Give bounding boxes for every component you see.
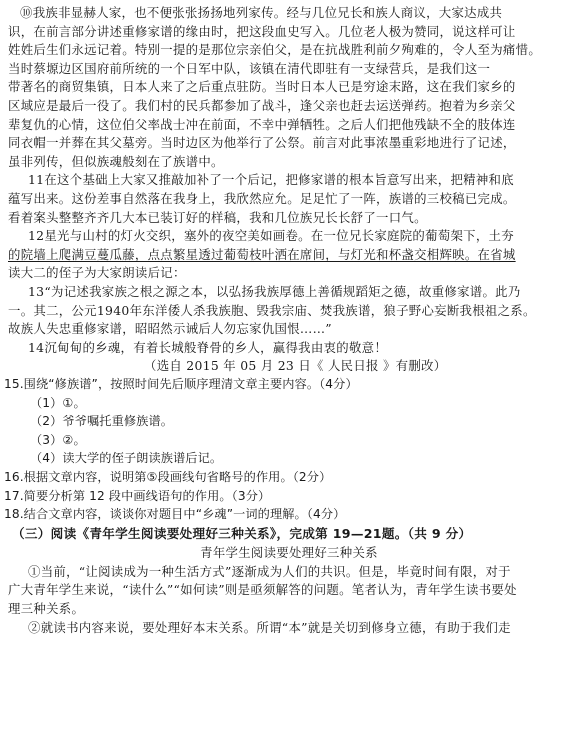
question-15-item-1: （1）①。 <box>30 395 86 410</box>
source-note: （选自 2015 年 05 月 23 日《 人民日报 》有删改） <box>144 358 447 374</box>
paragraph-11-line-2: 蕴写出来。这份差事自然落在我身上，我欣然应允。足足忙了一阵，族谱的三校稿已完成。 <box>8 191 516 206</box>
question-15-item-2: （2）爷爷嘱托重修族谱。 <box>30 414 174 429</box>
article-title: 青年学生阅读要处理好三种关系 <box>200 545 378 561</box>
paragraph-12-line-1: 12星光与山村的灯火交织，塞外的夜空美如画卷。在一位兄长家庭院的葡萄架下，土夯 <box>28 228 514 244</box>
article-paragraph-1-line-1: ①当前，“让阅读成为一种生活方式”逐渐成为人们的共识。但是，毕竟时间有限，对于 <box>28 563 511 579</box>
paragraph-10-line-1: ⑩我族非显赫人家，也不便张张扬扬地列家传。经与几位兄长和族人商议，大家达成共 <box>20 5 503 20</box>
paragraph-11-line-1: 11在这个基础上大家又推敲加补了一个后记，把修家谱的根本旨意写出来，把精神和底 <box>28 172 514 188</box>
paragraph-10-line-9: 虽非列传，但似族魂般刻在了族谱中。 <box>8 153 224 169</box>
section-three-heading: （三）阅读《青年学生阅读要处理好三种关系》，完成第 19—21题。（共 9 分） <box>12 526 472 542</box>
paragraph-10-line-5: 带著名的商贸集镇，日本人来了之后重点驻防。当时日本人已是穷途末路，这在我们家乡的 <box>8 79 516 95</box>
paragraph-12-underlined-line: 的院墙上爬满豆蔓瓜藤，点点繁星透过葡萄枝叶洒在席间，与灯光和杯盏交相辉映。在省城 <box>8 246 516 262</box>
paragraph-10-line-7: 辈复仇的心情，这位伯父率战士冲在前面，不幸中弹牺牲。之后人们把他残缺不全的肢体连 <box>8 116 516 132</box>
paragraph-10-line-2: 识，在前言部分讲述重修家谱的缘由时，把这段血史写入。几位老人极为赞同，说这样可让 <box>8 23 516 39</box>
question-18: 18.结合文章内容，谈谈你对题目中“乡魂”一词的理解。（4分） <box>4 507 346 522</box>
paragraph-13-line-3: 故族人失忠重修家谱，昭昭然示诫后人勿忘家仇国恨……” <box>8 321 332 337</box>
paragraph-10-line-3: 姓姓后生们永远记着。特别一提的是那位宗亲伯父，是在抗战胜利前夕殉难的，令人至为痛惜。 <box>8 42 542 58</box>
question-16: 16.根据文章内容，说明第⑤段画线句省略号的作用。（2分） <box>4 470 332 484</box>
paragraph-13-line-1: 13“为记述我家族之根之源之本，以弘扬我族厚德上善循规蹈矩之德，故重修家谱。此乃 <box>28 284 521 299</box>
question-17: 17.简要分析第 12 段中画线语句的作用。（3分） <box>4 488 271 503</box>
article-paragraph-1-line-3: 理三种关系。 <box>8 601 85 616</box>
article-paragraph-1-line-2: 广大青年学生来说，“读什么”“如何读”则是亟须解答的问题。笔者认为，青年学生读书要处 <box>8 582 517 598</box>
article-paragraph-2-line-1: ②就读书内容来说，要处理好本末关系。所谓“本”就是关切到修身立德，有助于我们走 <box>28 619 511 635</box>
paragraph-10-line-8: 同衣帽一并葬在其父墓旁。当时边区为他举行了公祭。前言对此事浓墨重彩地进行了记述， <box>8 135 516 151</box>
question-15: 15.围绕“修族谱”，按照时间先后顺序理清文章主要内容。（4分） <box>4 377 358 391</box>
paragraph-13-line-2: 一。其二，公元1940年东洋倭人杀我族胞、毁我宗庙、焚我族谱，狼子野心妄断我根祖之系。 <box>8 302 536 318</box>
paragraph-12-line-3: 读大二的侄子为大家朗读后记： <box>8 265 186 281</box>
question-15-item-4: （4）读大学的侄子朗读族谱后记。 <box>30 451 223 466</box>
paragraph-10-line-6: 区域应是最后一役了。我们村的民兵都参加了战斗，逢父亲也赶去运送弹药。抱着为乡亲父 <box>8 98 516 113</box>
question-15-item-3: （3）②。 <box>30 432 86 447</box>
paragraph-10-line-4: 当时蔡塬边区国府前所统的一个日军中队，该镇在清代即驻有一支绿营兵，是我们这一 <box>8 60 491 76</box>
paragraph-11-line-3: 看着案头整整齐齐几大本已装订好的样稿，我和几位族兄长长舒了一口气。 <box>8 209 427 225</box>
paragraph-14: 14沉甸甸的乡魂，有着长城般脊骨的乡人，赢得我由衷的敬意！ <box>28 339 388 355</box>
